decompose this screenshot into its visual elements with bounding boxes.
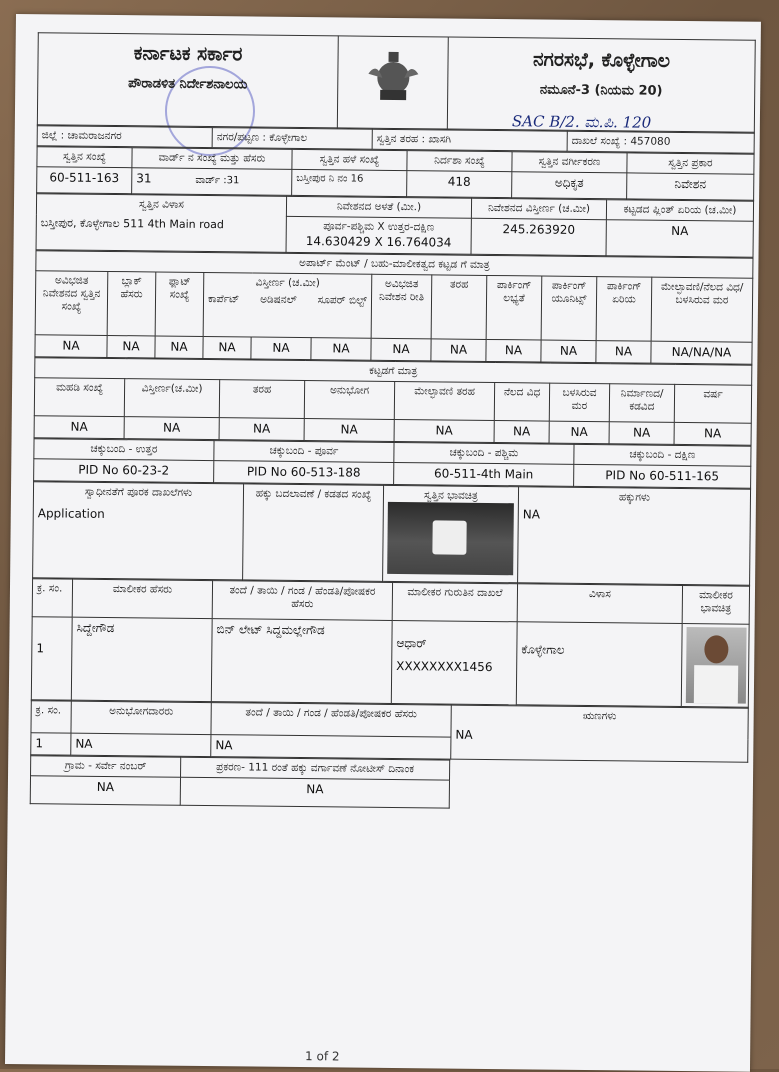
dimension-label: ನಿವೇಶನದ ಅಳತೆ (ಮೀ.) bbox=[286, 197, 471, 219]
owner-father-label: ತಂದೆ / ತಾಯಿ / ಗಂಡ / ಹೆಂಡತಿ/ಪೋಷಕರ ಹೆಸರು bbox=[212, 580, 392, 620]
owner-address-label: ವಿಳಾಸ bbox=[517, 584, 682, 624]
west-boundary-label: ಚಕ್ಕುಬಂದಿ - ಪಶ್ಚಿಮ bbox=[394, 442, 574, 464]
classification-value: ಅಧಿಕೃತ bbox=[512, 172, 627, 199]
old-no-label: ಸ್ವತ್ತಿನ ಹಳೆ ಸಂಖ್ಯೆ bbox=[292, 150, 407, 171]
north-boundary-label: ಚಕ್ಕುಬಂದಿ - ಉತ್ತರ bbox=[34, 438, 214, 460]
entry-number-field: SAC B/2. ಮ.ಪಿ. 120 ದಾಖಲೆ ಸಂಖ್ಯೆ : 457080 bbox=[567, 131, 754, 153]
prop-kind-label: ಸ್ವತ್ತಿನ ಪ್ರಕಾರ bbox=[627, 153, 754, 174]
apt-label-9: ಪಾರ್ಕಿಂಗ್ ಯೂನಿಟ್ಸ್ bbox=[541, 276, 597, 341]
apt-value-9: NA bbox=[541, 340, 596, 363]
bld-label-8: ವರ್ಷ bbox=[674, 384, 751, 423]
owner-id-type: ಆಧಾರ್ bbox=[396, 635, 427, 651]
building-title: ಕಟ್ಟಡಗೆ ಮಾತ್ರ bbox=[35, 357, 752, 385]
rights-label: ಹಕ್ಕುಗಳು bbox=[618, 491, 651, 504]
owner-photo-label: ಮಾಲೀಕರ ಭಾವಚಿತ್ರ bbox=[682, 585, 749, 624]
south-boundary-label: ಚಕ್ಕುಬಂದಿ - ದಕ್ಷಿಣ bbox=[574, 444, 751, 466]
owner-table bbox=[31, 578, 750, 708]
directorate-title: ಪೌರಾಡಳಿತ ನಿರ್ದೇಶನಾಲಯ bbox=[128, 75, 248, 93]
apt-label-11: ಮೇಲ್ಛಾವಣಿ/ನೆಲದ ವಿಧ/ಬಳಸಿರುವ ಮರ bbox=[651, 277, 753, 342]
owner-sl-value: 1 bbox=[31, 617, 72, 700]
apt-label-0: ಅವಿಭಜಿತ ನಿವೇಶನದ ಸ್ವತ್ತಿನ ಸಂಖ್ಯೆ bbox=[35, 270, 108, 335]
east-boundary-label: ಚಕ್ಕುಬಂದಿ - ಪೂರ್ವ bbox=[214, 440, 394, 462]
classification-label: ಸ್ವತ್ತಿನ ವರ್ಗೀಕರಣ bbox=[512, 152, 627, 173]
survey-no-value: 418 bbox=[407, 171, 512, 198]
apt-label-8: ಪಾರ್ಕಿಂಗ್ ಲಭ್ಯತೆ bbox=[486, 275, 542, 340]
address-cell: ಸ್ವತ್ತಿನ ವಿಳಾಸ ಬಸ್ತೀಪುರ, ಕೊಳ್ಳೇಗಾಲ 511 4th Main road bbox=[36, 194, 287, 252]
dimension-sublabel: ಪೂರ್ವ-ಪಶ್ಚಿಮ X ಉತ್ತರ-ದಕ್ಷಿಣ bbox=[323, 220, 435, 234]
apt-label-10: ಪಾರ್ಕಿಂಗ್ ಏರಿಯ bbox=[596, 276, 652, 341]
apt-value-11: NA/NA/NA bbox=[651, 341, 752, 364]
acquisition-table bbox=[32, 481, 751, 586]
bld-value-1: NA bbox=[124, 416, 219, 439]
south-boundary-value: PID No 60-511-165 bbox=[574, 464, 751, 488]
transfer-file-label: ಹಕ್ಕು ಬದಲಾವಣೆ / ಕಡತದ ಸಂಖ್ಯೆ bbox=[243, 484, 384, 581]
apt-value-1: NA bbox=[107, 335, 155, 358]
apt-area-label: ವಿಸ್ತೀರ್ಣ (ಚ.ಮೀ) bbox=[255, 276, 320, 289]
survey-table bbox=[30, 755, 450, 809]
property-photo-label: ಸ್ವತ್ತಿನ ಭಾವಚಿತ್ರ bbox=[424, 489, 478, 502]
handwritten-note: SAC B/2. ಮ.ಪಿ. 120 bbox=[511, 112, 652, 132]
owner-name-label: ಮಾಲೀಕರ ಹೆಸರು bbox=[72, 579, 212, 618]
bld-value-2: NA bbox=[219, 417, 304, 440]
ward-value: 31 ವಾರ್ಡ್ :31 bbox=[132, 168, 292, 196]
notice-date-value: NA bbox=[180, 777, 449, 808]
apt-value-3: NA bbox=[203, 336, 251, 359]
occ-sl-label: ಕ್ರ. ಸಂ. bbox=[31, 701, 71, 733]
bld-label-0: ಮಹಡಿ ಸಂಖ್ಯೆ bbox=[34, 377, 124, 416]
bld-value-3: NA bbox=[304, 418, 394, 441]
occ-name-label: ಅನುಭೋಗದಾರರು bbox=[71, 701, 211, 734]
bld-label-7: ನಿರ್ಮಾಣದ/ ಕಡವಿದ bbox=[609, 383, 674, 422]
north-boundary-value: PID No 60-23-2 bbox=[34, 459, 214, 483]
apt-value-2: NA bbox=[155, 336, 203, 359]
site-area-label: ನಿವೇಶನದ ವಿಸ್ತೀರ್ಣ (ಚ.ಮೀ) bbox=[471, 199, 606, 221]
old-no-value: ಬಸ್ತೀಪುರ ನಿ ನಂ 16 bbox=[292, 170, 407, 197]
prop-kind-value: ನಿವೇಶನ bbox=[627, 173, 754, 200]
form-number: ನಮೂನೆ-3 (ನಿಯಮ 20) bbox=[539, 82, 663, 99]
apt-value-10: NA bbox=[596, 340, 651, 363]
apt-label-2: ಫ್ಲಾಟ್ ಸಂಖ್ಯೆ bbox=[155, 272, 204, 336]
govt-title: ಕರ್ನಾಟಕ ಸರ್ಕಾರ bbox=[133, 42, 243, 66]
survey-no-label: ನಿರ್ದಶಾ ಸಂಖ್ಯೆ bbox=[407, 151, 512, 172]
prop-no-value: 60-511-163 bbox=[37, 167, 132, 194]
boundaries-table bbox=[33, 438, 751, 489]
acq-docs-label: ಸ್ವಾಧೀನತೆಗೆ ಪೂರಕ ದಾಖಲೆಗಳು bbox=[84, 485, 193, 499]
bld-value-0: NA bbox=[34, 415, 124, 438]
document-sheet bbox=[5, 14, 761, 1072]
survey-no-value-2: NA bbox=[30, 776, 180, 806]
east-boundary-value: PID No 60-513-188 bbox=[214, 460, 394, 484]
apt-value-8: NA bbox=[486, 339, 541, 362]
rights-value: NA bbox=[522, 507, 541, 522]
owner-sl-label: ಕ್ರ. ಸಂ. bbox=[32, 579, 72, 617]
ward-label: ವಾರ್ಡ್ ನ ಸಂಖ್ಯೆ ಮತ್ತು ಹೆಸರು bbox=[132, 148, 292, 170]
west-boundary-value: 60-511-4th Main bbox=[394, 462, 574, 486]
debts-label: ಋಣಗಳು bbox=[582, 709, 617, 723]
property-type-field: ಸ್ವತ್ತಿನ ತರಹ : ಖಾಸಗಿ bbox=[372, 129, 567, 151]
bld-value-5: NA bbox=[494, 420, 549, 443]
bld-label-5: ನೆಲದ ವಿಧ bbox=[494, 382, 549, 421]
apt-value-6: NA bbox=[371, 338, 431, 361]
apt-label-6: ಅವಿಭಜಿತ ನಿವೇಶನ ರೀತಿ bbox=[371, 274, 432, 339]
notice-date-label: ಪ್ರಕರಣ- 111 ರಂತೆ ಹಕ್ಕು ವರ್ಗಾವಣೆ ನೋಟೀಸ್ ದಿನಾಂಕ bbox=[181, 757, 450, 780]
property-info-table bbox=[36, 146, 754, 201]
occ-name-value: NA bbox=[71, 733, 211, 756]
debts-value: NA bbox=[455, 727, 473, 742]
occ-father-value: NA bbox=[211, 734, 451, 759]
apt-value-7: NA bbox=[431, 338, 486, 361]
bld-label-2: ತರಹ bbox=[219, 379, 304, 418]
bld-value-6: NA bbox=[549, 421, 609, 444]
apt-label-4: ಅಡಿಷನಲ್ bbox=[260, 293, 297, 306]
site-area-value: 245.263920 bbox=[471, 219, 606, 256]
plinth-label: ಕಟ್ಟಡದ ಪ್ಲಿಂತ್ ಏರಿಯ (ಚ.ಮೀ) bbox=[606, 200, 753, 222]
apt-value-4: NA bbox=[251, 337, 311, 360]
prop-no-label: ಸ್ವತ್ತಿನ ಸಂಖ್ಯೆ bbox=[37, 147, 132, 168]
page-number: 1 of 2 bbox=[305, 1049, 340, 1064]
apt-value-5: NA bbox=[311, 337, 371, 360]
bld-value-8: NA bbox=[674, 422, 751, 445]
owner-id-number: XXXXXXXX1456 bbox=[396, 658, 493, 674]
owner-photo bbox=[686, 627, 747, 704]
acq-docs-value: Application bbox=[37, 506, 105, 521]
occupant-table bbox=[30, 700, 749, 763]
dimension-value: 14.630429 X 16.764034 bbox=[305, 233, 452, 250]
survey-no-label-2: ಗ್ರಾಮ - ಸರ್ವೇ ನಂಬರ್ bbox=[31, 756, 181, 778]
owner-name-value: ಸಿದ್ದೇಗೌಡ bbox=[71, 617, 212, 701]
apartment-title: ಅಪಾರ್ಟ್ ಮೆಂಟ್ / ಬಹು-ಮಾಲೀಕತ್ವದ ಕಟ್ಟಡ ಗೆ ಮಾತ್ರ bbox=[36, 250, 753, 278]
state-emblem-icon bbox=[357, 44, 428, 115]
apt-label-7: ತರಹ bbox=[431, 274, 487, 339]
bld-label-6: ಬಳಸಿರುವ ಮರ bbox=[549, 383, 609, 422]
plinth-value: NA bbox=[606, 220, 753, 257]
owner-address-value: ಕೊಳ್ಳೇಗಾಲ bbox=[516, 622, 682, 707]
apt-label-3: ಕಾರ್ಪೆಟ್ bbox=[207, 292, 240, 306]
bld-label-1: ವಿಸ್ತೀರ್ಣ(ಚ.ಮೀ) bbox=[124, 378, 219, 417]
occ-father-label: ತಂದೆ / ತಾಯಿ / ಗಂಡ / ಹೆಂಡತಿ/ಪೋಷಕರ ಹೆಸರು bbox=[211, 702, 451, 737]
apartment-table bbox=[34, 250, 753, 365]
owner-father-value: ಬಿನ್ ಲೇಟ್ ಸಿದ್ದಮಲ್ಲೇಗೌಡ bbox=[211, 618, 392, 703]
address-table bbox=[36, 193, 755, 257]
owner-id-label: ಮಾಲೀಕರ ಗುರುತಿನ ದಾಖಲೆ bbox=[392, 582, 517, 621]
district-field: ಜಿಲ್ಲೆ : ಚಾಮರಾಜನಗರ bbox=[37, 126, 212, 148]
occ-sl-value: 1 bbox=[31, 733, 71, 755]
form-body bbox=[30, 32, 756, 811]
bld-value-7: NA bbox=[609, 421, 674, 444]
municipality-title: ನಗರಸಭೆ, ಕೊಳ್ಳೇಗಾಲ bbox=[532, 48, 671, 72]
bld-value-4: NA bbox=[394, 419, 494, 442]
apt-label-5: ಸೂಪರ್ ಬಿಲ್ಟ್ bbox=[317, 293, 368, 307]
building-table bbox=[34, 357, 753, 446]
address-value: ಬಸ್ತೀಪುರ, ಕೊಳ್ಳೇಗಾಲ 511 4th Main road bbox=[40, 216, 224, 232]
property-photo bbox=[387, 502, 514, 575]
apt-label-1: ಬ್ಲಾಕ್ ಹೆಸರು bbox=[107, 271, 156, 335]
bld-label-4: ಮೇಲ್ಛಾವಣಿ ತರಹ bbox=[394, 381, 494, 420]
bld-label-3: ಅನುಭೋಗ bbox=[304, 380, 394, 419]
town-field: ನಗರ/ಪಟ್ಟಣ : ಕೊಳ್ಳೇಗಾಲ bbox=[212, 128, 372, 150]
apt-value-0: NA bbox=[35, 334, 107, 357]
